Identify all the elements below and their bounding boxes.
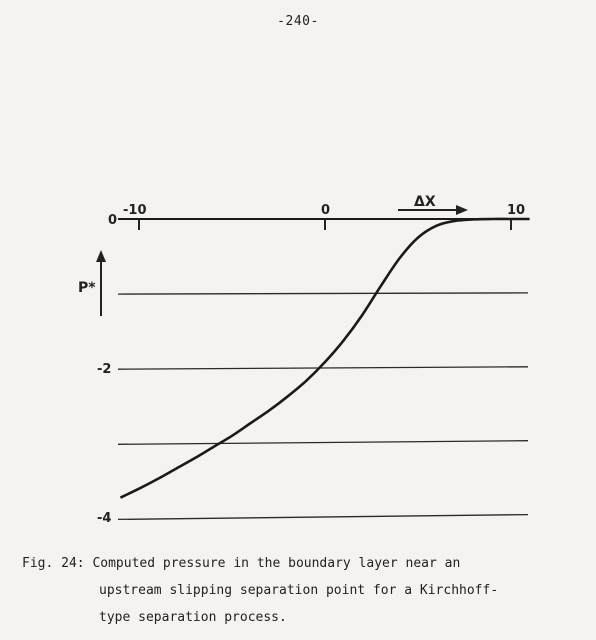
y-axis-label [78, 250, 106, 316]
y-tick-label-2: -4 [97, 511, 112, 526]
caption-line-3: type separation process. [99, 610, 287, 625]
y-tick-label-1: -2 [97, 362, 112, 377]
y-tick-label-0: 0 [108, 213, 118, 228]
caption-line-1 [22, 550, 592, 577]
x-axis-label [398, 194, 468, 215]
x-tick-label-1: 0 [321, 203, 331, 218]
gridline-2 [118, 367, 528, 369]
gridlines [118, 219, 528, 519]
y-axis-label-text: P* [78, 280, 96, 296]
x-axis-arrowhead-icon [456, 205, 468, 215]
gridline-1 [118, 293, 528, 294]
gridline-3 [118, 441, 528, 445]
page-number: -240- [277, 14, 319, 29]
figure-caption [22, 550, 592, 631]
y-axis-arrowhead-icon [96, 250, 106, 262]
caption-text-1: Computed pressure in the boundary layer near an [92, 556, 461, 571]
gridline-4 [118, 515, 528, 520]
x-tick-label-2: 10 [507, 203, 526, 218]
caption-prefix: Fig. 24: [22, 556, 85, 571]
series-line-pressure [120, 219, 529, 498]
x-tick-label-0: -10 [123, 203, 147, 218]
caption-line-2: upstream slipping separation point for a Kirchhoff- [99, 583, 499, 598]
x-axis-label-text: ΔX [414, 194, 436, 210]
